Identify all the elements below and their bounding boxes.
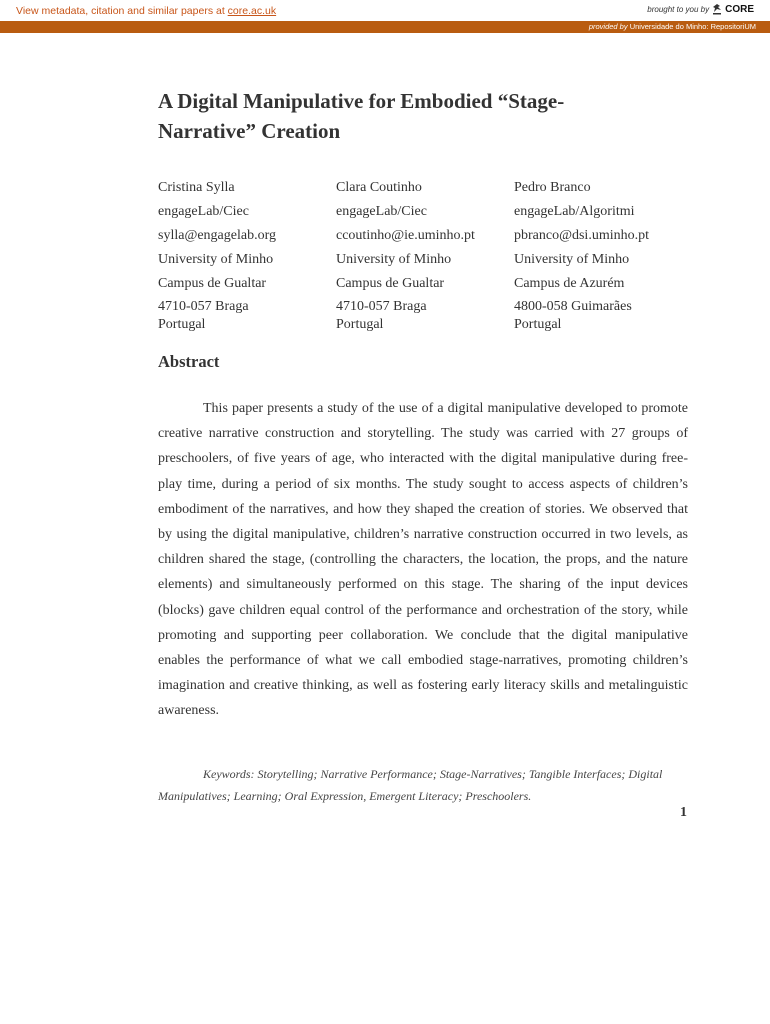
author-university: University of Minho — [336, 252, 452, 267]
provider-name[interactable]: Universidade do Minho: RepositoriUM — [629, 22, 756, 31]
author-campus: Campus de Gualtar — [336, 276, 445, 291]
author-name: Pedro Branco — [514, 180, 591, 195]
metadata-text: View metadata, citation and similar papers at — [16, 5, 228, 17]
page-number: 1 — [680, 805, 687, 820]
author-country: Portugal — [158, 317, 206, 332]
core-brand[interactable] — [647, 3, 754, 15]
author-email: sylla@engagelab.org — [158, 228, 276, 243]
author-list — [158, 176, 698, 334]
core-banner — [0, 0, 770, 21]
author-email: pbranco@dsi.uminho.pt — [514, 228, 649, 243]
provider-notice — [589, 22, 756, 31]
author-name: Clara Coutinho — [336, 180, 422, 195]
author-postal: 4710-057 Braga — [336, 299, 427, 314]
keywords: Keywords: Storytelling; Narrative Performance; Stage-Narratives; Tangible Interfaces; Digital Manipulatives; Learning; Oral Expression, Emergent Literacy; Preschoolers. — [158, 767, 663, 803]
author-affiliation: engageLab/Ciec — [158, 204, 249, 219]
author-campus: Campus de Gualtar — [158, 276, 267, 291]
author-postal: 4800-058 Guimarães — [514, 299, 632, 314]
abstract-text: This paper presents a study of the use of a digital manipulative developed to promote creative narrative construction and storytelling. The study was carried with 27 groups of preschoolers, of five years of age, who interacted with the digital manipulative during free-play time, during a period of six months. The study sought to access aspects of children’s embodiment of the narratives, and how they shaped the creation of stories. We observed that by using the digital manipulative, children’s narrative construction occurred in two levels, as children shared the stage, (controlling the characters, the location, the props, and the nature elements) and simultaneously performed on this stage. The sharing of the input devices (blocks) gave children equal control of the performance and orchestration of the story, while promoting and supporting peer collaboration. We conclude that the digital manipulative enables the performance of what we call embodied stage-narratives, promoting children’s imagination and creative thinking, as well as fostering early literacy skills and metalinguistic awareness. — [158, 401, 688, 719]
author-country: Portugal — [336, 317, 384, 332]
author-name: Cristina Sylla — [158, 180, 235, 195]
author-block — [158, 176, 336, 334]
metadata-notice — [16, 5, 276, 17]
author-block — [336, 176, 514, 334]
author-university: University of Minho — [158, 252, 274, 267]
author-affiliation: engageLab/Ciec — [336, 204, 427, 219]
author-campus: Campus de Azurém — [514, 276, 625, 291]
author-affiliation: engageLab/Algoritmi — [514, 204, 635, 219]
core-label: CORE — [725, 3, 754, 15]
author-postal: 4710-057 Braga — [158, 299, 249, 314]
author-country: Portugal — [514, 317, 562, 332]
author-email: ccoutinho@ie.uminho.pt — [336, 228, 475, 243]
abstract-heading: Abstract — [158, 352, 220, 371]
brought-text: brought to you by — [647, 4, 710, 14]
provided-by-text: provided by — [588, 22, 628, 31]
core-logo-icon — [712, 3, 722, 15]
provider-bar — [0, 21, 770, 33]
author-university: University of Minho — [514, 252, 630, 267]
author-block — [514, 176, 692, 334]
paper-title: A Digital Manipulative for Embodied “Stage-Narrative” Creation — [158, 89, 565, 143]
core-link[interactable]: core.ac.uk — [227, 5, 277, 17]
